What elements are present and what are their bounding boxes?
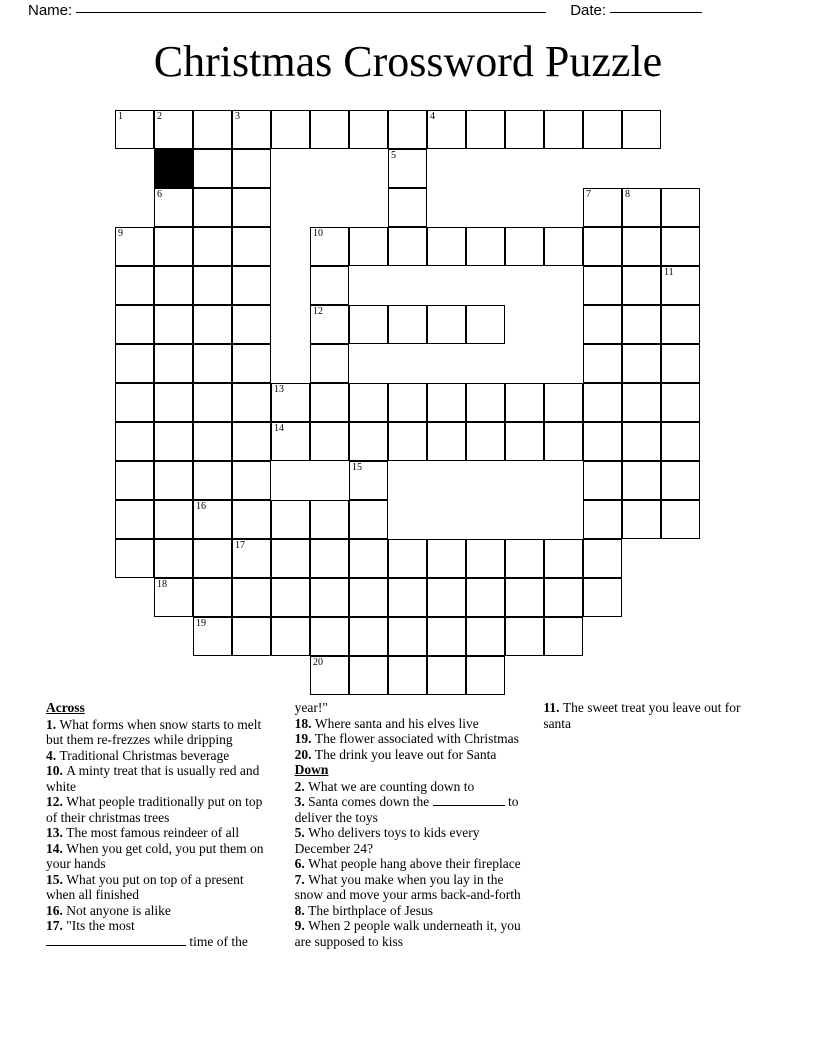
grid-cell-number: 3 xyxy=(235,111,240,122)
grid-cell[interactable] xyxy=(271,110,310,149)
grid-cell[interactable] xyxy=(583,305,622,344)
grid-cell[interactable] xyxy=(115,344,154,383)
clue-number: 16. xyxy=(46,902,67,918)
clue-item: 5. Who delivers toys to kids every December 24? xyxy=(294,825,480,856)
grid-cell[interactable] xyxy=(583,383,622,422)
grid-cell-number: 16 xyxy=(196,501,206,512)
grid-cell-number: 5 xyxy=(391,150,396,161)
grid-cell[interactable] xyxy=(310,266,349,305)
grid-cell[interactable] xyxy=(622,461,661,500)
grid-cell[interactable] xyxy=(661,188,700,227)
grid-cell[interactable] xyxy=(622,188,661,227)
grid-cell[interactable] xyxy=(427,578,466,617)
grid-cell[interactable] xyxy=(232,578,271,617)
clue-number: 4. xyxy=(46,747,60,763)
grid-cell-number: 9 xyxy=(118,228,123,239)
clue-item: 17. "Its the most time of the year!" xyxy=(46,700,328,949)
grid-cell[interactable] xyxy=(232,539,271,578)
date-label-text: Date: xyxy=(570,2,607,19)
grid-cell[interactable] xyxy=(388,188,427,227)
clue-number: 9. xyxy=(294,918,309,933)
clue-item: 20. The drink you leave out for Santa xyxy=(294,746,497,762)
clue-blank[interactable] xyxy=(433,805,505,806)
grid-cell[interactable] xyxy=(661,305,700,344)
clue-number: 18. xyxy=(294,715,315,731)
grid-cell[interactable] xyxy=(388,227,427,266)
grid-cell[interactable] xyxy=(349,617,388,656)
grid-cell[interactable] xyxy=(466,539,505,578)
grid-cell[interactable] xyxy=(466,422,505,461)
grid-cell-number: 20 xyxy=(313,657,323,668)
clue-number: 1. xyxy=(46,716,60,732)
grid-cell[interactable] xyxy=(622,110,661,149)
grid-cell[interactable] xyxy=(154,266,193,305)
grid-cell[interactable] xyxy=(661,383,700,422)
grid-cell[interactable] xyxy=(154,227,193,266)
grid-cell[interactable] xyxy=(232,383,271,422)
grid-cell[interactable] xyxy=(232,266,271,305)
grid-cell[interactable] xyxy=(622,227,661,266)
grid-cell[interactable] xyxy=(388,110,427,149)
grid-cell[interactable] xyxy=(622,305,661,344)
clue-item: 10. A minty treat that is usually red and white xyxy=(46,763,260,794)
grid-cell[interactable] xyxy=(427,539,466,578)
grid-cell[interactable] xyxy=(349,461,388,500)
grid-cell-number: 2 xyxy=(157,111,162,122)
grid-cell[interactable] xyxy=(193,578,232,617)
grid-cell[interactable] xyxy=(154,344,193,383)
grid-cell[interactable] xyxy=(661,266,700,305)
clue-number: 5. xyxy=(294,825,309,840)
grid-cell[interactable] xyxy=(154,422,193,461)
name-label-text: Name: xyxy=(28,2,73,19)
clue-number: 15. xyxy=(46,871,67,887)
date-write-line[interactable] xyxy=(610,12,702,13)
grid-cell[interactable] xyxy=(622,383,661,422)
grid-cell[interactable] xyxy=(193,422,232,461)
grid-cell[interactable] xyxy=(271,578,310,617)
clues-container xyxy=(46,700,770,960)
grid-cell[interactable] xyxy=(193,461,232,500)
grid-cell[interactable] xyxy=(427,383,466,422)
clue-number: 17. xyxy=(46,918,67,933)
grid-cell[interactable] xyxy=(583,578,622,617)
grid-cell[interactable] xyxy=(271,422,310,461)
grid-cell[interactable] xyxy=(154,461,193,500)
grid-cell[interactable] xyxy=(583,110,622,149)
clue-number: 20. xyxy=(294,746,315,762)
grid-cell[interactable] xyxy=(388,422,427,461)
grid-cell[interactable] xyxy=(232,227,271,266)
grid-cell[interactable] xyxy=(193,344,232,383)
clue-item: 12. What people traditionally put on top of their christmas trees xyxy=(46,794,263,825)
grid-cell[interactable] xyxy=(115,539,154,578)
grid-cell[interactable] xyxy=(388,383,427,422)
grid-cell[interactable] xyxy=(427,305,466,344)
grid-cell-number: 6 xyxy=(157,189,162,200)
grid-cell[interactable] xyxy=(310,539,349,578)
grid-cell[interactable] xyxy=(349,422,388,461)
grid-cell[interactable] xyxy=(583,500,622,539)
grid-cell-number: 12 xyxy=(313,306,323,317)
grid-cell[interactable] xyxy=(232,110,271,149)
grid-cell[interactable] xyxy=(310,344,349,383)
grid-cell[interactable] xyxy=(622,500,661,539)
grid-cell[interactable] xyxy=(544,110,583,149)
grid-cell[interactable] xyxy=(271,617,310,656)
clue-item: 8. The birthplace of Jesus xyxy=(294,902,433,918)
grid-cell[interactable] xyxy=(115,266,154,305)
clue-number: 10. xyxy=(46,763,67,778)
clue-item: 15. What you put on top of a present when all finished xyxy=(46,871,244,902)
clue-item: 1. What forms when snow starts to melt but them re-frezzes while dripping xyxy=(46,716,262,747)
grid-cell-number: 18 xyxy=(157,579,167,590)
grid-cell[interactable] xyxy=(232,500,271,539)
grid-cell[interactable] xyxy=(661,422,700,461)
grid-cell[interactable] xyxy=(349,227,388,266)
grid-cell[interactable] xyxy=(427,110,466,149)
clue-item: 14. When you get cold, you put them on your hands xyxy=(46,840,264,871)
grid-cell[interactable] xyxy=(193,383,232,422)
grid-cell[interactable] xyxy=(544,422,583,461)
grid-cell-number: 11 xyxy=(664,267,674,278)
grid-cell[interactable] xyxy=(115,422,154,461)
grid-cell[interactable] xyxy=(154,188,193,227)
down-heading: Down xyxy=(294,762,329,777)
grid-cell[interactable] xyxy=(310,656,349,695)
grid-cell[interactable] xyxy=(232,344,271,383)
grid-cell[interactable] xyxy=(466,656,505,695)
clue-item: 16. Not anyone is alike xyxy=(46,902,171,918)
grid-cell[interactable] xyxy=(661,227,700,266)
grid-cell[interactable] xyxy=(193,149,232,188)
clue-number: 7. xyxy=(294,871,309,887)
clue-number: 11. xyxy=(543,700,563,715)
grid-cell[interactable] xyxy=(154,110,193,149)
date-field-label xyxy=(570,2,702,19)
grid-cell-number: 14 xyxy=(274,423,284,434)
grid-cell-number: 13 xyxy=(274,384,284,395)
name-write-line[interactable] xyxy=(76,12,546,13)
grid-cell[interactable] xyxy=(154,305,193,344)
grid-cell[interactable] xyxy=(193,266,232,305)
clue-item: 13. The most famous reindeer of all xyxy=(46,825,240,840)
grid-cell[interactable] xyxy=(193,500,232,539)
clue-number: 2. xyxy=(294,778,309,794)
clue-item: 4. Traditional Christmas beverage xyxy=(46,747,230,763)
clue-number: 8. xyxy=(294,902,309,918)
grid-cell[interactable] xyxy=(505,110,544,149)
grid-cell[interactable] xyxy=(505,383,544,422)
clue-item: 11. The sweet treat you leave out for santa xyxy=(543,700,741,731)
grid-cell-number: 15 xyxy=(352,462,362,473)
clue-number: 13. xyxy=(46,825,67,840)
grid-cell[interactable] xyxy=(349,305,388,344)
grid-cell[interactable] xyxy=(310,110,349,149)
grid-cell[interactable] xyxy=(310,617,349,656)
grid-cell[interactable] xyxy=(388,305,427,344)
grid-block-cell xyxy=(154,149,193,188)
clue-item: 2. What we are counting down to xyxy=(294,778,475,794)
clue-item: 18. Where santa and his elves live xyxy=(294,715,479,731)
across-heading: Across xyxy=(46,700,85,715)
grid-cell[interactable] xyxy=(583,422,622,461)
grid-cell[interactable] xyxy=(271,500,310,539)
grid-cell[interactable] xyxy=(583,266,622,305)
grid-cell[interactable] xyxy=(661,500,700,539)
grid-cell[interactable] xyxy=(466,578,505,617)
grid-cell[interactable] xyxy=(583,188,622,227)
grid-cell[interactable] xyxy=(154,578,193,617)
grid-cell[interactable] xyxy=(427,617,466,656)
grid-cell[interactable] xyxy=(544,578,583,617)
clue-number: 19. xyxy=(294,731,315,746)
grid-cell[interactable] xyxy=(544,383,583,422)
grid-cell[interactable] xyxy=(271,539,310,578)
grid-cell[interactable] xyxy=(427,422,466,461)
grid-cell[interactable] xyxy=(271,383,310,422)
grid-cell[interactable] xyxy=(388,149,427,188)
grid-cell-number: 19 xyxy=(196,618,206,629)
worksheet-header xyxy=(28,2,788,19)
grid-cell-number: 7 xyxy=(586,189,591,200)
grid-cell[interactable] xyxy=(622,344,661,383)
grid-cell-number: 8 xyxy=(625,189,630,200)
grid-cell[interactable] xyxy=(466,383,505,422)
grid-cell[interactable] xyxy=(115,500,154,539)
grid-cell[interactable] xyxy=(583,539,622,578)
grid-cell[interactable] xyxy=(349,539,388,578)
grid-cell[interactable] xyxy=(193,617,232,656)
clue-number: 12. xyxy=(46,794,67,809)
grid-cell[interactable] xyxy=(310,227,349,266)
grid-cell-number: 17 xyxy=(235,540,245,551)
grid-cell[interactable] xyxy=(427,656,466,695)
grid-cell[interactable] xyxy=(388,656,427,695)
grid-cell[interactable] xyxy=(466,110,505,149)
clue-number: 6. xyxy=(294,856,309,871)
grid-cell[interactable] xyxy=(193,110,232,149)
grid-cell-number: 1 xyxy=(118,111,123,122)
grid-cell[interactable] xyxy=(544,617,583,656)
grid-cell-number: 4 xyxy=(430,111,435,122)
grid-cell[interactable] xyxy=(349,110,388,149)
grid-cell[interactable] xyxy=(310,305,349,344)
grid-cell[interactable] xyxy=(466,617,505,656)
grid-cell[interactable] xyxy=(193,539,232,578)
grid-cell[interactable] xyxy=(349,500,388,539)
grid-cell[interactable] xyxy=(388,578,427,617)
clue-number: 14. xyxy=(46,840,67,856)
grid-cell[interactable] xyxy=(115,227,154,266)
grid-cell-number: 10 xyxy=(313,228,323,239)
grid-cell[interactable] xyxy=(232,305,271,344)
grid-cell[interactable] xyxy=(193,305,232,344)
grid-cell[interactable] xyxy=(232,188,271,227)
grid-cell[interactable] xyxy=(232,461,271,500)
grid-cell[interactable] xyxy=(193,188,232,227)
crossword-grid[interactable] xyxy=(115,110,715,695)
grid-cell[interactable] xyxy=(505,422,544,461)
grid-cell[interactable] xyxy=(583,344,622,383)
grid-cell[interactable] xyxy=(349,578,388,617)
grid-cell[interactable] xyxy=(505,617,544,656)
grid-cell[interactable] xyxy=(310,500,349,539)
grid-cell[interactable] xyxy=(661,344,700,383)
grid-cell[interactable] xyxy=(193,227,232,266)
grid-cell[interactable] xyxy=(115,383,154,422)
grid-cell[interactable] xyxy=(232,617,271,656)
grid-cell[interactable] xyxy=(115,461,154,500)
clue-number: 3. xyxy=(294,794,309,809)
grid-cell[interactable] xyxy=(583,227,622,266)
name-field-label xyxy=(28,2,546,19)
clue-item: 7. What you make when you lay in the snow and move your arms back-and-forth xyxy=(294,871,521,902)
clue-blank[interactable] xyxy=(46,945,186,946)
grid-cell[interactable] xyxy=(544,227,583,266)
grid-cell[interactable] xyxy=(505,227,544,266)
grid-cell[interactable] xyxy=(154,500,193,539)
grid-cell[interactable] xyxy=(232,422,271,461)
grid-cell[interactable] xyxy=(310,578,349,617)
clue-item: 3. Santa comes down the to deliver the toys xyxy=(294,794,519,825)
clue-item: 19. The flower associated with Christmas xyxy=(294,731,519,746)
grid-cell[interactable] xyxy=(154,539,193,578)
grid-cell[interactable] xyxy=(466,227,505,266)
grid-cell[interactable] xyxy=(661,461,700,500)
grid-cell[interactable] xyxy=(232,149,271,188)
grid-cell[interactable] xyxy=(544,539,583,578)
grid-cell[interactable] xyxy=(310,422,349,461)
grid-cell[interactable] xyxy=(310,383,349,422)
grid-cell[interactable] xyxy=(466,305,505,344)
grid-cell[interactable] xyxy=(427,227,466,266)
grid-cell[interactable] xyxy=(622,422,661,461)
clue-item: 9. When 2 people walk underneath it, you are supposed to kiss xyxy=(294,918,521,949)
grid-cell[interactable] xyxy=(583,461,622,500)
grid-cell[interactable] xyxy=(154,383,193,422)
grid-cell[interactable] xyxy=(349,656,388,695)
grid-cell[interactable] xyxy=(115,305,154,344)
grid-cell[interactable] xyxy=(388,617,427,656)
grid-cell[interactable] xyxy=(505,578,544,617)
grid-cell[interactable] xyxy=(115,110,154,149)
grid-cell[interactable] xyxy=(349,383,388,422)
clue-item: 6. What people hang above their fireplace xyxy=(294,856,521,871)
grid-cell[interactable] xyxy=(505,539,544,578)
grid-cell[interactable] xyxy=(388,539,427,578)
page-title: Christmas Crossword Puzzle xyxy=(153,37,663,86)
grid-cell[interactable] xyxy=(622,266,661,305)
